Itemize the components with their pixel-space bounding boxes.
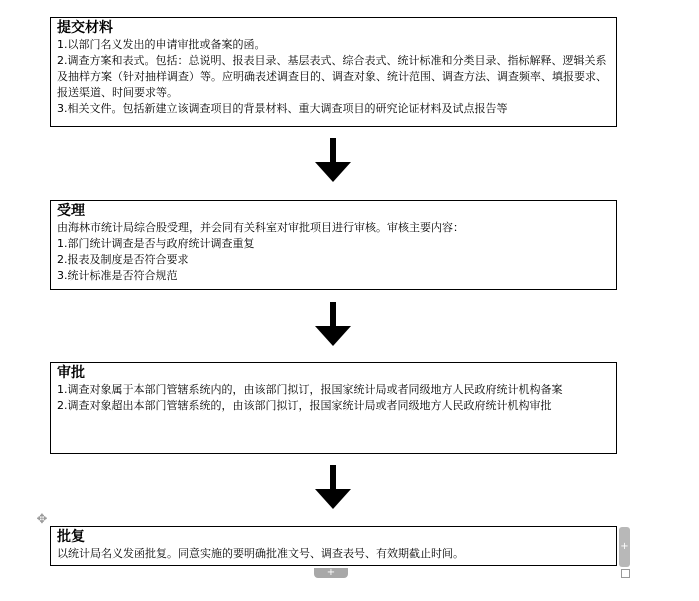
add-column-button[interactable] [619,527,630,567]
step-box-acceptance [50,200,617,290]
step-box-submit-materials [50,17,617,127]
step-title: 受理 [57,203,85,219]
step-line: 3.统计标准是否符合规范 [57,269,178,282]
down-arrow-icon [315,138,351,182]
step-line: 以统计局名义发函批复。同意实施的要明确批准文号、调查表号、有效期截止时间。 [57,547,464,560]
table-resize-handle[interactable] [621,569,630,578]
step-line: 3.相关文件。包括新建立该调查项目的背景材料、重大调查项目的研究论证材料及试点报告等 [57,102,508,115]
move-icon[interactable]: ✥ [36,512,48,527]
down-arrow-icon [315,465,351,509]
step-line: 1.调查对象属于本部门管辖系统内的，由该部门拟订，报国家统计局或者同级地方人民政府统计机构备案 [57,383,563,396]
step-line: 1.以部门名义发出的申请审批或备案的函。 [57,38,266,51]
step-line: 1.部门统计调查是否与政府统计调查重复 [57,237,255,250]
step-box-reply [50,526,617,566]
step-title: 批复 [57,529,85,545]
down-arrow-icon [315,302,351,346]
step-title: 审批 [57,365,85,381]
plus-icon: + [326,567,336,578]
step-box-approval [50,362,617,454]
step-line: 2.调查对象超出本部门管辖系统的，由该部门拟订，报国家统计局或者同级地方人民政府统计机构审批 [57,399,552,412]
step-line: 2.报表及制度是否符合要求 [57,253,189,266]
step-title: 提交材料 [57,20,113,36]
step-line: 2.调查方案和表式。包括：总说明、报表目录、基层表式、综合表式、统计标准和分类目录、指标解释、逻辑关系及抽样方案（针对抽样调查）等。应明确表述调查目的、调查对象、统计范围、调查方法、调查频率、填报要求、报送渠道、时间要求等。 [57,54,607,99]
add-row-button[interactable] [314,568,348,578]
step-line: 由海林市统计局综合股受理，并会同有关科室对审批项目进行审核。审核主要内容： [57,221,464,234]
plus-icon: + [620,541,629,552]
